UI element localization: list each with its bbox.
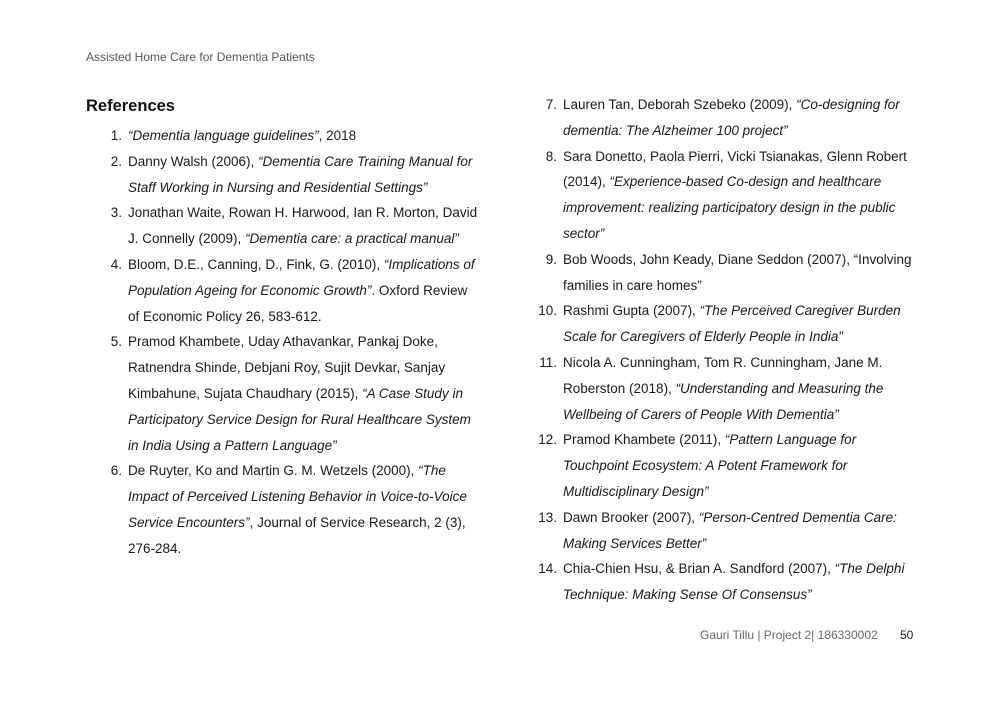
reference-detail: Rashmi Gupta (2007), <box>563 303 700 319</box>
reference-number: 9. <box>545 251 557 267</box>
reference-item <box>100 329 480 458</box>
reference-number: 4. <box>110 256 122 272</box>
reference-item <box>100 123 480 149</box>
reference-detail: Nicola A. Cunningham, Tom R. Cunningham, Jane M. Roberston (2018), <box>563 354 883 396</box>
reference-text <box>563 505 915 557</box>
reference-number: 7. <box>545 97 557 112</box>
reference-item <box>535 350 915 427</box>
reference-text <box>128 200 480 252</box>
reference-item <box>100 200 480 252</box>
reference-number: 8. <box>545 148 557 164</box>
reference-title: “The Impact of Perceived Listening Behavior in Voice-to-Voice Service Encounters” <box>128 463 467 530</box>
reference-text <box>563 298 915 350</box>
reference-item <box>100 252 480 329</box>
reference-number: 1. <box>110 128 122 143</box>
reference-number: 6. <box>110 463 122 479</box>
reference-detail: Sara Donetto, Paola Pierri, Vicki Tsianakas, Glenn Robert (2014), <box>563 148 907 190</box>
reference-text <box>128 458 480 561</box>
reference-item <box>535 92 915 144</box>
reference-title: “Co-designing for dementia: The Alzheimer 100 project” <box>563 97 900 138</box>
reference-text <box>563 92 915 144</box>
reference-item <box>535 298 915 350</box>
reference-text <box>563 556 915 608</box>
reference-title: “Pattern Language for Touchpoint Ecosystem: A Potent Framework for Multidisciplinary Design” <box>563 432 857 499</box>
reference-title: “Understanding and Measuring the Wellbeing of Carers of People With Dementia” <box>563 380 884 422</box>
reference-number: 3. <box>110 205 122 221</box>
reference-text <box>563 350 915 427</box>
reference-detail: Pramod Khambete, Uday Athavankar, Pankaj Doke, Ratnendra Shinde, Debjani Roy, Sujit Devkar, Sanjay Kimbahune, Sujata Chaudhary (2015), <box>128 334 446 401</box>
reference-item <box>535 247 915 299</box>
reference-title: “The Delphi Technique: Making Sense Of Consensus” <box>563 561 905 603</box>
reference-detail: Jonathan Waite, Rowan H. Harwood, Ian R. Morton, David J. Connelly (2009), <box>128 205 478 247</box>
reference-title: “Implications of Population Ageing for Economic Growth” <box>128 256 475 298</box>
reference-title: “A Case Study in Participatory Service Design for Rural Healthcare System in India Using a Pattern Language” <box>128 385 471 453</box>
reference-number: 13. <box>538 509 557 525</box>
reference-number: 12. <box>538 432 557 448</box>
reference-text <box>128 252 480 329</box>
reference-detail: Bloom, D.E., Canning, D., Fink, G. (2010), <box>128 256 384 272</box>
page-number: 50 <box>900 628 914 642</box>
reference-title: “The Perceived Caregiver Burden Scale for Caregivers of Elderly People in India” <box>563 303 901 345</box>
reference-item <box>535 144 915 247</box>
reference-item <box>100 458 480 561</box>
reference-detail: , Journal of Service Research, 2 (3), 276-284. <box>128 514 466 556</box>
reference-title: “Dementia language guidelines” <box>128 128 319 143</box>
reference-number: 5. <box>110 334 122 350</box>
reference-title: “Dementia Care Training Manual for Staff Working in Nursing and Residential Settings” <box>128 153 473 195</box>
reference-text <box>563 144 915 247</box>
reference-detail: Chia-Chien Hsu, & Brian A. Sandford (2007), <box>563 561 835 577</box>
reference-title: “Dementia care: a practical manual” <box>245 231 459 247</box>
references-column-right <box>535 92 915 608</box>
reference-number: 10. <box>538 303 557 319</box>
reference-detail: Lauren Tan, Deborah Szebeko (2009), <box>563 97 797 112</box>
reference-text <box>128 329 480 458</box>
reference-text <box>128 149 480 201</box>
reference-text <box>563 247 915 299</box>
reference-item <box>535 556 915 608</box>
reference-title: “Person-Centred Dementia Care: Making Services Better” <box>563 509 897 551</box>
reference-number: 2. <box>110 153 122 169</box>
footer-text: Gauri Tillu | Project 2| 186330002 <box>700 628 878 642</box>
reference-text <box>563 427 915 504</box>
reference-number: 11. <box>539 354 557 370</box>
references-column-left <box>100 123 480 562</box>
reference-item <box>535 505 915 557</box>
reference-detail: Pramod Khambete (2011), <box>563 432 725 448</box>
reference-title: “Experience-based Co-design and healthcare improvement: realizing participatory design in the public sector” <box>563 174 896 241</box>
reference-detail: Dawn Brooker (2007), <box>563 509 699 525</box>
reference-item <box>100 149 480 201</box>
reference-detail: Bob Woods, John Keady, Diane Seddon (2007), “Involving families in care homes” <box>563 251 912 293</box>
reference-detail: . Oxford Review of Economic Policy 26, 583-612. <box>128 282 468 324</box>
reference-detail: Danny Walsh (2006), <box>128 153 259 169</box>
running-header: Assisted Home Care for Dementia Patients <box>86 50 315 64</box>
reference-text <box>128 123 480 149</box>
reference-number: 14. <box>538 561 557 577</box>
reference-item <box>535 427 915 504</box>
reference-detail: , 2018 <box>318 128 357 143</box>
references-heading: References <box>86 97 175 115</box>
reference-detail: De Ruyter, Ko and Martin G. M. Wetzels (2000), <box>128 463 419 479</box>
